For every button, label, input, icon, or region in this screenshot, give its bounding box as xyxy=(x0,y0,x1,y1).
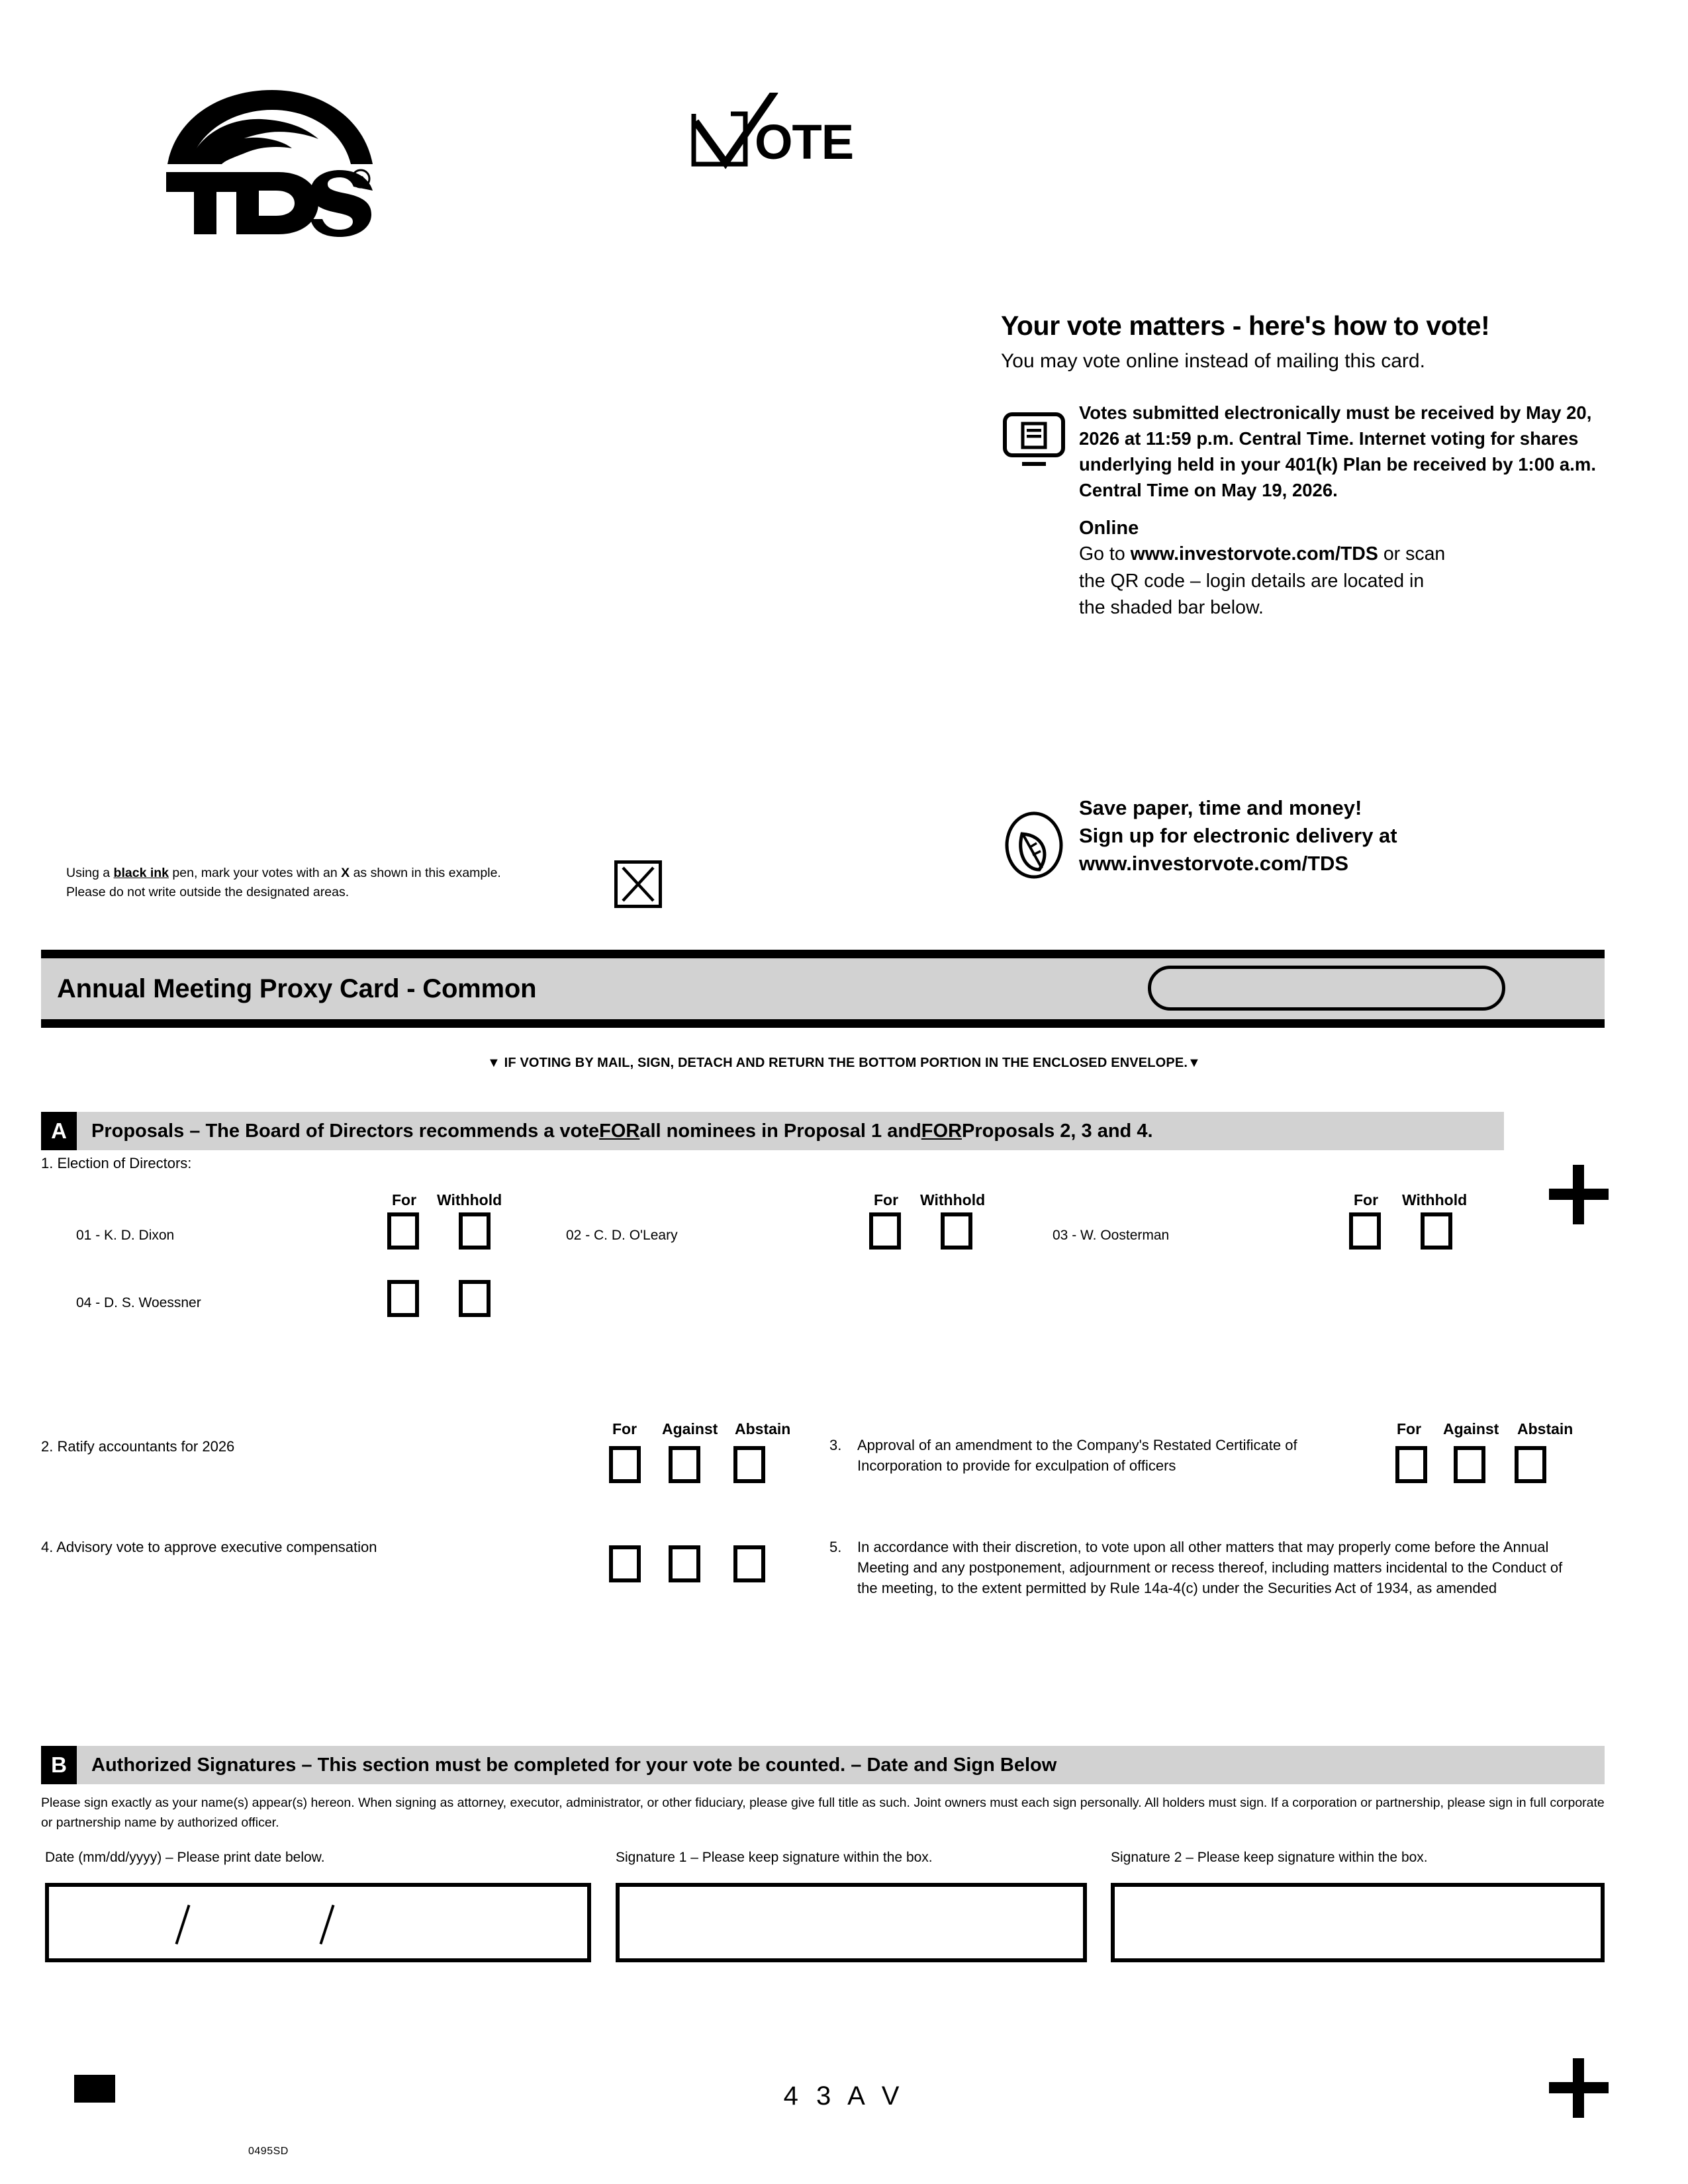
section-a-for-2: FOR xyxy=(921,1120,962,1142)
band-rule-bottom xyxy=(41,1019,1605,1028)
section-a-title-post: Proposals 2, 3 and 4. xyxy=(962,1120,1153,1142)
nominee-04-withhold-checkbox[interactable] xyxy=(459,1280,491,1317)
date-slash-1 xyxy=(175,1905,191,1944)
col-header-withhold-3: Withhold xyxy=(1402,1191,1468,1208)
nominee-04-for-checkbox[interactable] xyxy=(387,1280,419,1317)
example-x-checkbox xyxy=(614,860,662,908)
band-rule-top xyxy=(41,950,1605,958)
proposal-4-text: 4. Advisory vote to approve executive compensation xyxy=(41,1539,377,1555)
proposal-3-text: Approval of an amendment to the Company's Restated Certificate of Incorporation to provide for exculpation of officers xyxy=(857,1437,1297,1475)
form-code: 0495SD xyxy=(248,2146,289,2157)
online-goto-suffix: or scan xyxy=(1378,543,1446,565)
col-header-for-3: For xyxy=(1354,1191,1379,1208)
section-a-title-mid: all nominees in Proposal 1 and xyxy=(639,1120,921,1142)
nominee-02-for-checkbox[interactable] xyxy=(869,1212,901,1250)
signature-1-label: Signature 1 – Please keep signature within the box. xyxy=(616,1850,933,1865)
tds-logo xyxy=(162,86,381,238)
proposal-2-for-checkbox[interactable] xyxy=(609,1446,641,1483)
marking-instructions xyxy=(66,864,596,903)
ink-note-part2: pen, mark your votes with an xyxy=(169,866,342,880)
registration-plus-bottom-right xyxy=(1549,2058,1609,2118)
save-paper-line1: Save paper, time and money! xyxy=(1079,796,1362,819)
proposal-2-text: 2. Ratify accountants for 2026 xyxy=(41,1438,235,1455)
proposal-2-abstain-checkbox[interactable] xyxy=(733,1446,765,1483)
x-mark-emphasis: X xyxy=(341,866,350,880)
detach-notice: ▼ IF VOTING BY MAIL, SIGN, DETACH AND RETURN THE BOTTOM PORTION IN THE ENCLOSED ENVELOPE.▼ xyxy=(487,1056,1201,1070)
svg-text:R: R xyxy=(357,174,365,185)
section-b-title: Authorized Signatures – This section must be completed for your vote be counted. – Date and Sign Below xyxy=(77,1746,1605,1784)
online-shaded-bar-line: the shaded bar below. xyxy=(1079,597,1264,619)
ballot-barcode-text: 4 3 A V xyxy=(783,2081,905,2111)
proposal-2-against-checkbox[interactable] xyxy=(669,1446,700,1483)
vote-matters-heading: Your vote matters - here's how to vote! xyxy=(1001,310,1490,341)
leaf-no-paper-icon xyxy=(1001,794,1079,885)
signature-instructions-line1: Please sign exactly as your name(s) appear(s) hereon. When signing as attorney, executor, administrator, or other fiduciary, please give full title as such. Joint owners must each sign personally. xyxy=(41,1796,1142,1810)
col-header-for-left: For xyxy=(612,1420,637,1437)
account-number-field[interactable] xyxy=(1148,966,1505,1011)
page-title: Annual Meeting Proxy Card - Common xyxy=(57,974,537,1003)
online-instructions xyxy=(1079,541,1617,621)
date-slash-2 xyxy=(320,1905,335,1944)
online-goto-prefix: Go to xyxy=(1079,543,1131,565)
vote-online-subheading: You may vote online instead of mailing this card. xyxy=(1001,349,1425,372)
nominee-03-name: 03 - W. Oosterman xyxy=(1053,1228,1170,1243)
section-a-for-1: FOR xyxy=(599,1120,640,1142)
proposal-5-number: 5. xyxy=(829,1539,842,1555)
col-header-for-2: For xyxy=(874,1191,899,1208)
monitor-icon xyxy=(1001,400,1079,621)
ink-note-part3: as shown in this example. xyxy=(350,866,501,880)
nominee-01-for-checkbox[interactable] xyxy=(387,1212,419,1250)
signature-1-box[interactable] xyxy=(616,1883,1087,1962)
electronic-delivery-text xyxy=(1079,794,1397,885)
online-qr-line: the QR code – login details are located in xyxy=(1079,570,1425,592)
col-header-abstain-left: Abstain xyxy=(735,1420,791,1437)
section-a-title-pre: Proposals – The Board of Directors recommends a vote xyxy=(91,1120,600,1142)
col-header-for-1: For xyxy=(392,1191,417,1208)
signature-2-label: Signature 2 – Please keep signature within the box. xyxy=(1111,1850,1428,1865)
proposal-4-against-checkbox[interactable] xyxy=(669,1545,700,1582)
nominee-02-name: 02 - C. D. O'Leary xyxy=(566,1228,678,1243)
col-header-against-right: Against xyxy=(1443,1420,1499,1437)
vote-checkmark-logo xyxy=(688,93,861,179)
section-a-letter: A xyxy=(41,1112,77,1150)
proposal-3-number: 3. xyxy=(829,1437,842,1453)
section-b-header xyxy=(41,1746,1605,1784)
date-input-box[interactable] xyxy=(45,1883,591,1962)
investorvote-url[interactable]: www.investorvote.com/TDS xyxy=(1130,543,1378,565)
col-header-abstain-right: Abstain xyxy=(1517,1420,1573,1437)
col-header-for-right: For xyxy=(1397,1420,1422,1437)
nominee-03-withhold-checkbox[interactable] xyxy=(1421,1212,1452,1250)
electronic-delivery-block xyxy=(1001,794,1397,885)
proposal-4-abstain-checkbox[interactable] xyxy=(733,1545,765,1582)
proposal-5-text: In accordance with their discretion, to vote upon all other matters that may properly come before the Annual Meeting and any postponement, adjournment or recess thereof, including matters incidental to the Conduct of the meeting, to the extent permitted by Rule 14a-4(c) under the Securities Act of 1934, as amended xyxy=(857,1539,1563,1597)
proposal-3-abstain-checkbox[interactable] xyxy=(1515,1446,1546,1483)
proposal-4-for-checkbox[interactable] xyxy=(609,1545,641,1582)
proposal-1-label: 1. Election of Directors: xyxy=(41,1155,192,1171)
section-a-header xyxy=(41,1112,1504,1150)
date-field-label: Date (mm/dd/yyyy) – Please print date below. xyxy=(45,1850,325,1865)
nominee-01-name: 01 - K. D. Dixon xyxy=(76,1228,175,1243)
proposal-3-against-checkbox[interactable] xyxy=(1454,1446,1485,1483)
save-paper-line2: Sign up for electronic delivery at xyxy=(1079,823,1397,847)
signature-instructions-line2: All holders must sign. If a corporation or partnership, please sign in full corporate or partnership name by authorized officer. xyxy=(41,1796,1605,1830)
proposal-3-for-checkbox[interactable] xyxy=(1395,1446,1427,1483)
col-header-withhold-1: Withhold xyxy=(437,1191,502,1208)
ink-note-line2: Please do not write outside the designated areas. xyxy=(66,885,350,900)
ink-note-part1: Using a xyxy=(66,866,114,880)
online-heading: Online xyxy=(1079,518,1139,539)
col-header-against-left: Against xyxy=(662,1420,718,1437)
nominee-04-name: 04 - D. S. Woessner xyxy=(76,1295,201,1310)
proxy-card-title-band xyxy=(41,950,1605,1028)
signature-2-box[interactable] xyxy=(1111,1883,1605,1962)
section-b-letter: B xyxy=(41,1746,77,1784)
vote-instructions-block xyxy=(1001,311,1617,621)
electronic-deadline-text: Votes submitted electronically must be received by May 20, 2026 at 11:59 p.m. Central Time. Internet voting for shares underlying held in your 401(k) Plan be received by 1:00 a.m. Central Time on May 19, 2026. xyxy=(1079,402,1596,501)
black-ink-emphasis: black ink xyxy=(113,866,169,880)
nominee-03-for-checkbox[interactable] xyxy=(1349,1212,1381,1250)
svg-text:OTE: OTE xyxy=(755,114,854,169)
band-body xyxy=(41,958,1605,1019)
nominee-01-withhold-checkbox[interactable] xyxy=(459,1212,491,1250)
save-paper-url[interactable]: www.investorvote.com/TDS xyxy=(1079,851,1349,875)
signature-instructions xyxy=(41,1794,1605,1833)
col-header-withhold-2: Withhold xyxy=(920,1191,986,1208)
registration-plus-top-right xyxy=(1549,1165,1609,1224)
section-a-title xyxy=(77,1112,1504,1150)
nominee-02-withhold-checkbox[interactable] xyxy=(941,1212,972,1250)
